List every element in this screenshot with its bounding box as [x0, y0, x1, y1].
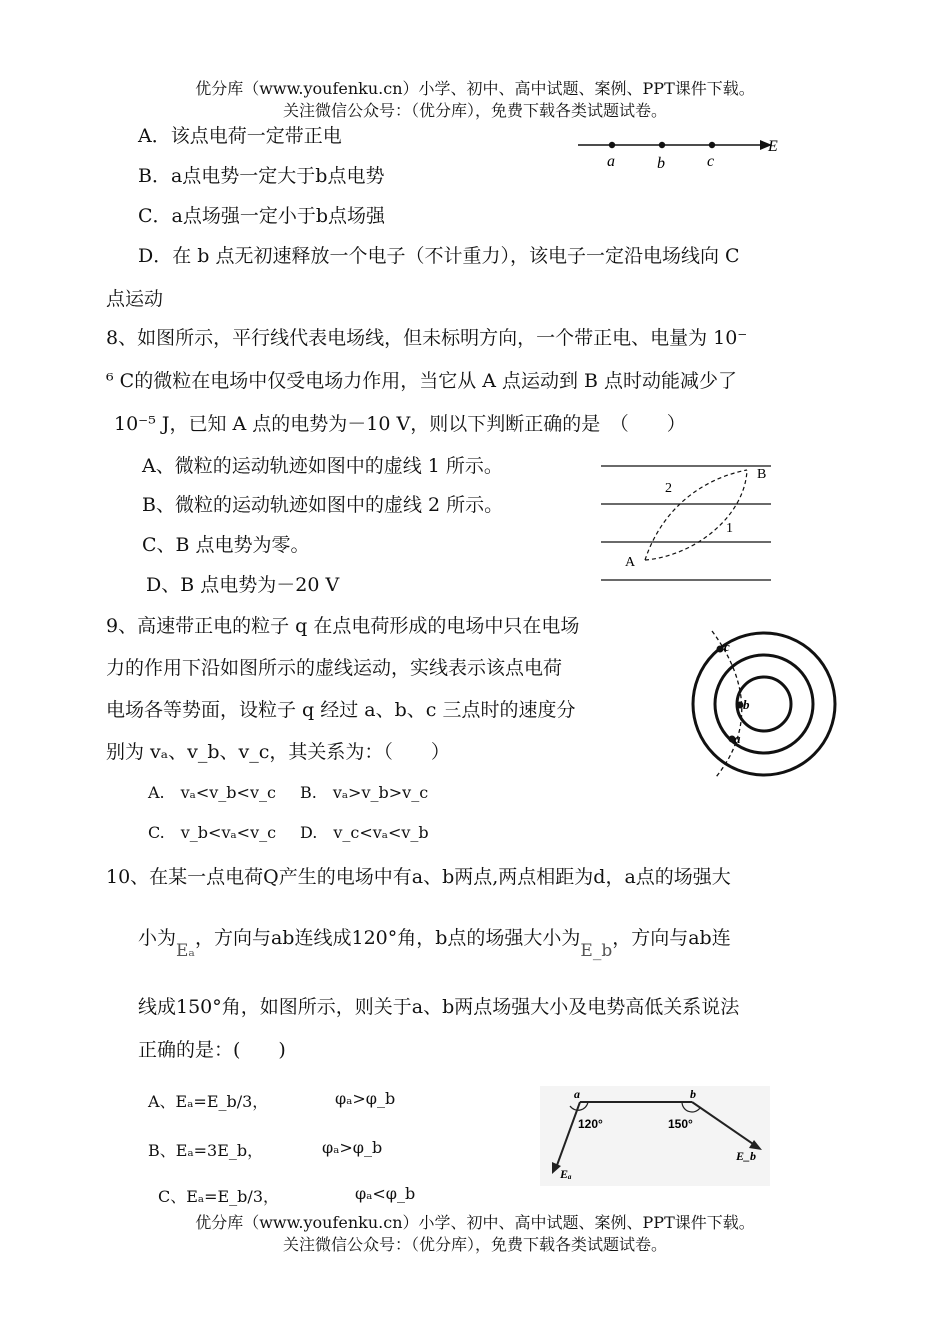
q10-line-3: 线成150°角，如图所示，则关于a、b两点场强大小及电势高低关系说法: [138, 996, 740, 1018]
q7-option-b: B．a点电势一定大于b点电势: [138, 165, 385, 187]
q8-option-d: D、B 点电势为－20 V: [146, 574, 340, 596]
label-angle-150: 150°: [668, 1117, 693, 1131]
label-a: a: [734, 731, 741, 746]
q10-option-b-left: B、Eₐ=3E_b，: [148, 1141, 264, 1160]
q10-option-b-right: φₐ>φ_b: [322, 1138, 383, 1157]
header-line-2: 关注微信公众号：（优分库），免费下载各类试题试卷。: [282, 101, 667, 120]
q8-option-b: B、微粒的运动轨迹如图中的虚线 2 所示。: [142, 494, 504, 516]
trajectory-1: [645, 470, 747, 560]
q10-Ea-symbol: Eₐ: [176, 941, 195, 961]
label-E: E: [768, 138, 778, 155]
q9-option-c: C. v_b<vₐ<v_c: [148, 823, 277, 842]
label-Ea: Eₐ: [560, 1167, 572, 1181]
q10-field-vectors-figure: [540, 1086, 770, 1186]
q8-line-2: ⁶ C的微粒在电场中仅受电场力作用，当它从 A 点运动到 B 点时动能减少了: [106, 370, 738, 392]
label-c: c: [707, 153, 715, 170]
q9-option-b: B. vₐ>v_b>v_c: [300, 783, 429, 802]
q9-equipotential-figure: [680, 625, 850, 780]
footer-line-1: 优分库（www.youfenku.cn）小学、初中、高中试题、案例、PPT课件下载。: [195, 1213, 755, 1232]
q8-line-3: 10⁻⁵ J，已知 A 点的电势为－10 V，则以下判断正确的是 （ ）: [114, 413, 686, 435]
label-a: a: [607, 153, 615, 170]
q9-line-3: 电场各等势面，设粒子 q 经过 a、b、c 三点时的速度分: [106, 699, 576, 721]
q10-line-4: 正确的是：( ): [138, 1039, 286, 1061]
q10-option-a-left: A、Eₐ=E_b/3，: [148, 1092, 269, 1111]
q7-option-a: A．该点电荷一定带正电: [138, 125, 342, 147]
q7-option-c: C．a点场强一定小于b点场强: [138, 205, 386, 227]
label-B: B: [757, 467, 767, 482]
q9-line-4: 别为 vₐ、v_b、v_c，其关系为：（ ）: [106, 741, 450, 763]
point-c: [717, 646, 724, 653]
q10-option-a-right: φₐ>φ_b: [335, 1089, 396, 1108]
q7-field-line-figure: [570, 128, 790, 178]
q10-Eb-symbol: E_b: [580, 941, 613, 961]
q10-line-2-mid: ，方向与ab连线成120°角，b点的场强大小为: [194, 927, 581, 949]
q10-line-2: [138, 923, 731, 961]
trajectory-2: [645, 470, 747, 560]
label-b: b: [690, 1087, 696, 1101]
label-c: c: [724, 639, 730, 654]
q10-line-2-pre: 小为: [138, 927, 177, 949]
q9-line-1: 9、高速带正电的粒子 q 在点电荷形成的电场中只在电场: [106, 615, 580, 637]
q7-option-d-line2: 点运动: [106, 288, 164, 310]
q10-line-2-post: ，方向与ab连: [612, 927, 731, 949]
q9-line-2: 力的作用下沿如图所示的虚线运动，实线表示该点电荷: [106, 657, 563, 679]
header-line-1: 优分库（www.youfenku.cn）小学、初中、高中试题、案例、PPT课件下载。: [195, 79, 755, 98]
q8-parallel-lines-figure: [595, 456, 780, 586]
q8-line-1: 8、如图所示，平行线代表电场线，但未标明方向，一个带正电、电量为 10⁻: [106, 327, 748, 349]
label-a: a: [574, 1087, 580, 1101]
point-b: [659, 142, 665, 148]
q8-option-a: A、微粒的运动轨迹如图中的虚线 1 所示。: [142, 455, 503, 477]
label-Eb: E_b: [736, 1149, 757, 1163]
q9-option-a: A. vₐ<v_b<v_c: [148, 783, 276, 802]
point-c: [709, 142, 715, 148]
label-2: 2: [665, 481, 672, 496]
label-angle-120: 120°: [578, 1117, 603, 1131]
q10-line-1: 10、在某一点电荷Q产生的电场中有a、b两点,两点相距为d，a点的场强大: [106, 866, 731, 888]
point-a: [609, 142, 615, 148]
q7-option-d-line1: D．在 b 点无初速释放一个电子（不计重力），该电子一定沿电场线向 C: [138, 245, 740, 267]
label-b: b: [657, 155, 665, 172]
footer-line-2: 关注微信公众号：（优分库），免费下载各类试题试卷。: [282, 1235, 667, 1254]
label-b: b: [743, 697, 750, 712]
q8-option-c: C、B 点电势为零。: [142, 534, 310, 556]
label-1: 1: [726, 521, 733, 536]
q10-option-c-right: φₐ<φ_b: [355, 1184, 416, 1203]
q10-option-c-left: C、Eₐ=E_b/3，: [158, 1187, 279, 1206]
label-A: A: [625, 555, 636, 570]
q9-option-d: D. v_c<vₐ<v_b: [300, 823, 429, 842]
